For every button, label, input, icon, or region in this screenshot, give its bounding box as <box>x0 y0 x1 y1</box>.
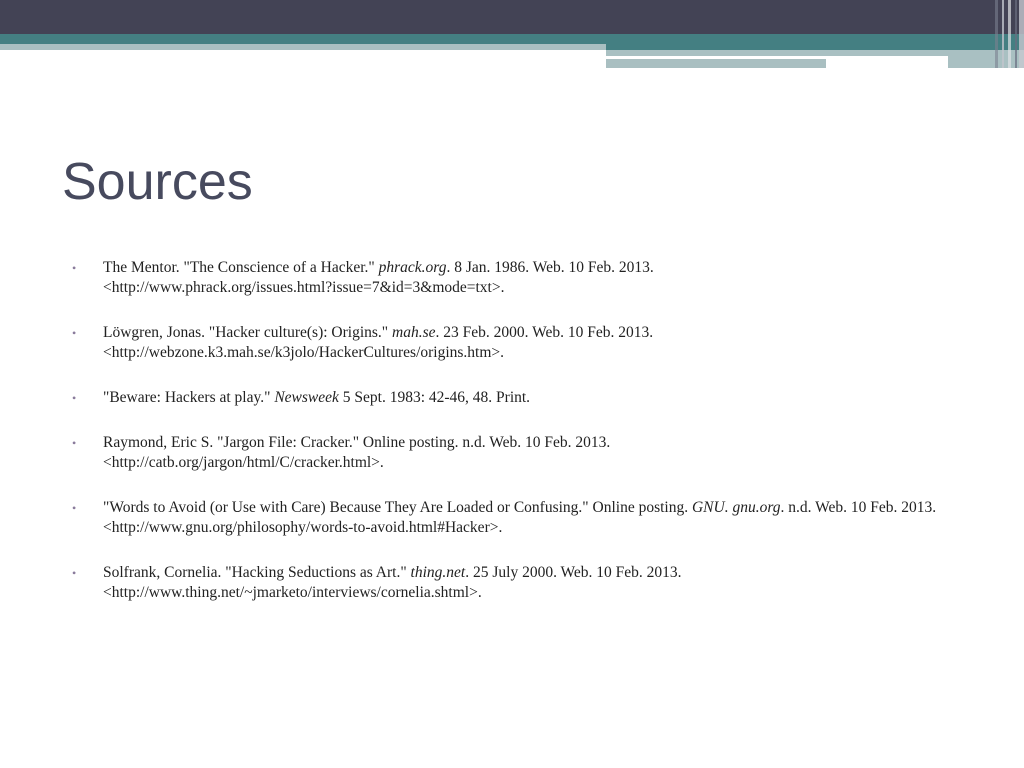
bullet-icon: • <box>72 501 77 515</box>
citation-text: "Beware: Hackers at play." <box>103 389 275 406</box>
citation-publication: thing.net <box>410 564 466 581</box>
citation-url[interactable]: <http://webzone.k3.mah.se/k3jolo/HackerCultures/origins.htm>. <box>103 344 505 361</box>
source-item <box>72 388 952 408</box>
bullet-icon: • <box>72 391 77 405</box>
citation-publication: mah.se <box>392 324 436 341</box>
citation-publication: GNU. gnu.org <box>691 499 781 516</box>
bullet-icon: • <box>72 566 77 580</box>
citation-details: . 8 Jan. 1986. Web. 10 Feb. 2013. <box>446 259 654 276</box>
source-item <box>72 498 952 538</box>
source-item <box>72 258 952 298</box>
citation-details: 5 Sept. 1983: 42-46, 48. Print. <box>338 389 531 406</box>
bullet-icon: • <box>72 436 77 450</box>
source-item <box>72 563 952 603</box>
sources-list <box>72 258 952 628</box>
citation-text: Raymond, Eric S. "Jargon File: Cracker." Online posting. n.d. Web. 10 Feb. 2013. <box>103 434 611 451</box>
citation-publication: phrack.org <box>378 259 447 276</box>
citation-details: . 23 Feb. 2000. Web. 10 Feb. 2013. <box>435 324 654 341</box>
citation-url[interactable]: <http://www.thing.net/~jmarketo/interviews/cornelia.shtml>. <box>103 584 482 601</box>
citation-url[interactable]: <http://catb.org/jargon/html/C/cracker.html>. <box>103 454 384 471</box>
source-item <box>72 323 952 363</box>
bullet-icon: • <box>72 326 77 340</box>
citation-text: The Mentor. "The Conscience of a Hacker." <box>103 259 379 276</box>
citation-details: . 25 July 2000. Web. 10 Feb. 2013. <box>465 564 682 581</box>
bullet-icon: • <box>72 261 77 275</box>
citation-url[interactable]: <http://www.phrack.org/issues.html?issue=7&id=3&mode=txt>. <box>103 279 505 296</box>
citation-text: Solfrank, Cornelia. "Hacking Seductions as Art." <box>103 564 411 581</box>
slide-title: Sources <box>62 153 253 211</box>
citation-text: Löwgren, Jonas. "Hacker culture(s): Origins." <box>103 324 392 341</box>
citation-text: "Words to Avoid (or Use with Care) Because They Are Loaded or Confusing." Online posting. <box>103 499 692 516</box>
source-item <box>72 433 952 473</box>
citation-details: . n.d. Web. 10 Feb. 2013. <http://www.gnu.org/philosophy/words-to-avoid.html#Hacker>. <box>103 499 937 536</box>
citation-publication: Newsweek <box>274 389 339 406</box>
